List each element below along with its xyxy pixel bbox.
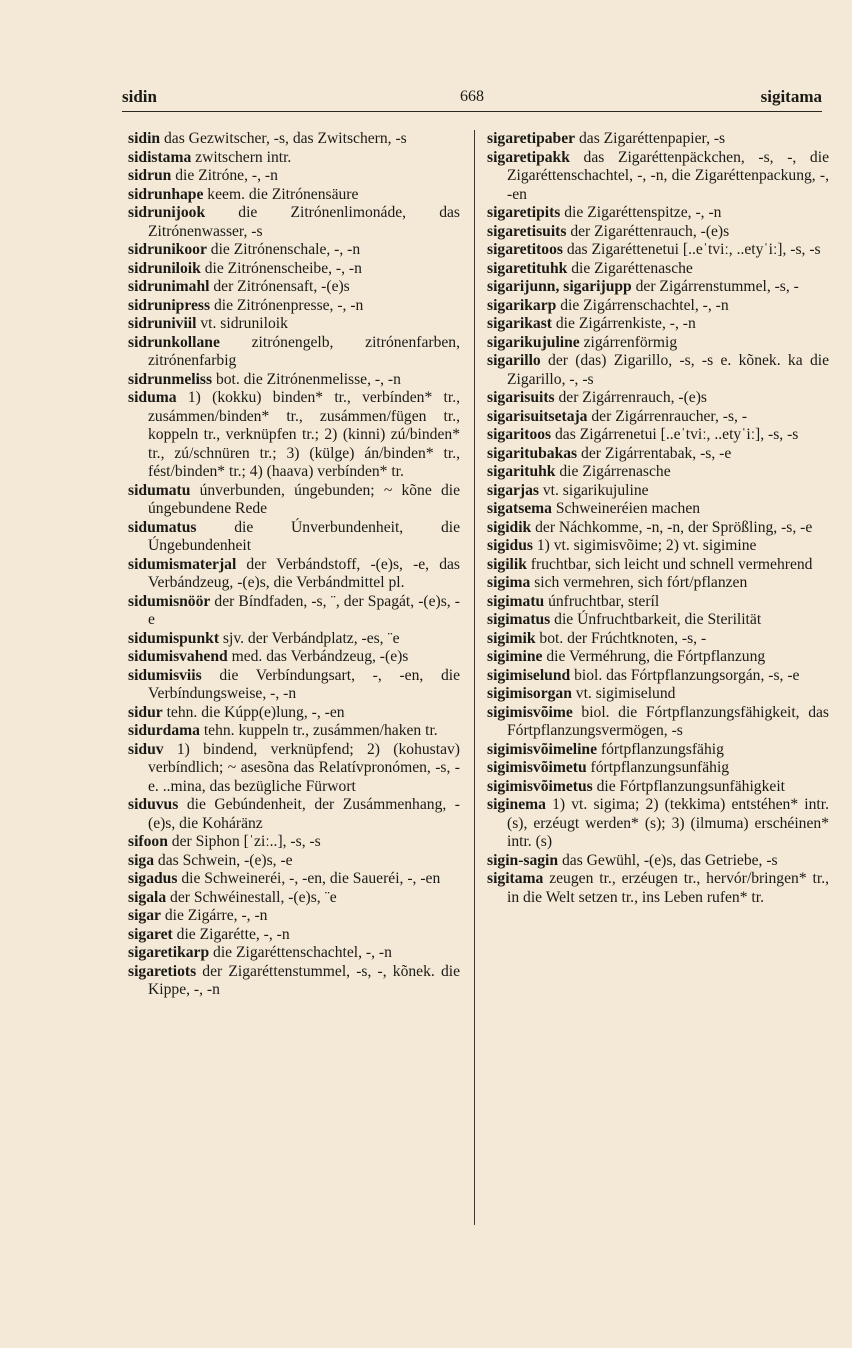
entry-headword: sigala (128, 888, 167, 906)
dictionary-entry (128, 315, 460, 334)
entry-headword: sigimisvõimeline (487, 740, 598, 758)
dictionary-entry (128, 241, 460, 260)
entry-definition: das Gezwitscher, -s, das Zwitschern, -s (160, 130, 407, 147)
entry-headword: sigarillo (487, 352, 541, 369)
dictionary-entry (487, 408, 829, 427)
entry-headword: sigadus (128, 870, 178, 887)
dictionary-entry (487, 130, 829, 149)
dictionary-entry (128, 926, 460, 945)
entry-definition: únfruchtbar, steríl (544, 592, 660, 610)
entry-headword: sigima (487, 574, 531, 591)
dictionary-entry (128, 371, 460, 390)
entry-headword: sigatsema (487, 500, 552, 517)
entry-headword: sidrunmeliss (128, 370, 213, 388)
page-header (122, 86, 822, 110)
dictionary-entry (128, 278, 460, 297)
entry-definition: der Zigaréttenrauch, -(e)s (566, 222, 730, 240)
entry-definition: vt. sigarikujuline (538, 481, 649, 499)
entry-definition: der Zigaréttenstummel, -s, -, kõnek. die Kippe, -, -n (148, 962, 460, 998)
entry-headword: sidrunimahl (128, 278, 210, 295)
entry-definition: die Gebúndenheit, der Zusámmenhang, -(e)s, die Koháränz (148, 796, 460, 832)
entry-headword: sidrunikoor (128, 241, 207, 258)
entry-headword: sigarisuits (487, 389, 555, 406)
entry-definition: der Zigárrenraucher, -s, - (587, 407, 748, 425)
entry-definition: die Únfruchtbarkeit, die Sterilität (550, 611, 762, 628)
dictionary-entry (128, 204, 460, 241)
entry-definition: 1) bindend, verknüpfend; 2) (kohustav) verbíndlich; ~ asesõna das Relatívpronómen, -s, - e. ..mina, das bezügliche Fürwort (148, 740, 460, 795)
dictionary-entry (128, 944, 460, 963)
dictionary-entry (487, 149, 829, 205)
entry-headword: sidruniloik (128, 259, 201, 277)
dictionary-entry (487, 315, 829, 334)
dictionary-entry (487, 260, 829, 279)
entry-headword: siginema (487, 796, 546, 813)
dictionary-entry (487, 611, 829, 630)
dictionary-entry (487, 574, 829, 593)
dictionary-entry (487, 352, 829, 389)
entry-headword: siduma (128, 389, 177, 406)
entry-definition: die Zigarétte, -, -n (172, 925, 290, 943)
entry-headword: sigaretituhk (487, 259, 568, 277)
dictionary-entry (128, 963, 460, 1000)
entry-definition: únverbunden, úngebunden; ~ kõne die úngebundene Rede (148, 481, 460, 517)
entry-definition: die Zigárrenasche (555, 463, 671, 480)
entry-definition: 1) (kokku) binden* tr., verbínden* tr., zusámmen/binden* tr., zusámmen/fügen tr., koppeln tr., verknüpfen tr.; 2) (kinni) zú/binden* tr., zú/schnüren tr.; 3) (külge) án/binden* tr., fést/binden* tr.; 4) (haava) verbínden* tr. (148, 389, 460, 480)
entry-headword: sigimik (487, 629, 536, 647)
dictionary-entry (487, 537, 829, 556)
dictionary-entry (128, 907, 460, 926)
dictionary-entry (487, 334, 829, 353)
entry-definition: der Zigárrenrauch, -(e)s (554, 389, 707, 406)
entry-headword: sigimatus (487, 611, 551, 628)
entry-definition: die Zigárrenschachtel, -, -n (556, 296, 729, 314)
dictionary-entry (487, 870, 829, 907)
header-right-guideword: sigitama (760, 87, 822, 106)
dictionary-entry (128, 297, 460, 316)
entry-headword: sigimatu (487, 592, 545, 610)
dictionary-entry (128, 260, 460, 279)
column-divider (474, 130, 475, 1225)
entry-headword: sigimisvõimetus (487, 777, 593, 795)
entry-headword: sigitama (487, 870, 544, 887)
entry-definition: fórtpflanzungsfähig (597, 740, 724, 758)
dictionary-entry (487, 519, 829, 538)
entry-headword: sigaretisuits (487, 222, 567, 240)
entry-headword: sigarikarp (487, 296, 557, 314)
entry-definition: die Zitrónenpresse, -, -n (210, 296, 364, 314)
dictionary-entry (487, 704, 829, 741)
entry-headword: sigarjas (487, 481, 539, 499)
dictionary-entry (128, 519, 460, 556)
entry-headword: sigilik (487, 555, 527, 573)
dictionary-entry (128, 482, 460, 519)
entry-headword: sigimisorgan (487, 685, 572, 702)
entry-headword: sidumismaterjal (128, 555, 237, 573)
entry-definition: die Verméhrung, die Fórtpflanzung (542, 648, 766, 665)
entry-headword: sigaretiots (128, 962, 197, 980)
dictionary-entry (128, 889, 460, 908)
dictionary-entry (487, 556, 829, 575)
entry-headword: sigaretipaber (487, 130, 576, 147)
entry-definition: die Zitrónenschale, -, -n (206, 241, 361, 258)
dictionary-entry (487, 741, 829, 760)
dictionary-entry (487, 500, 829, 519)
entry-definition: der Zigárrentabak, -s, -e (577, 444, 732, 462)
entry-definition: die Zitróne, -, -n (171, 167, 278, 184)
dictionary-entry (487, 482, 829, 501)
entry-headword: sigaretipakk (487, 148, 570, 166)
entry-headword: siga (128, 851, 154, 869)
entry-definition: der Náchkomme, -n, -n, der Sprößling, -s, -e (531, 518, 813, 536)
dictionary-entry (487, 223, 829, 242)
entry-headword: sidrunipress (128, 296, 211, 314)
entry-definition: die Zigárre, -, -n (160, 907, 268, 924)
right-column (487, 130, 829, 907)
entry-definition: bot. die Zitrónenmelisse, -, -n (212, 370, 401, 388)
entry-definition: vt. sidruniloik (196, 315, 288, 332)
entry-headword: sigimisvõimetu (487, 759, 587, 776)
entry-definition: biol. das Fórtpflanzungsorgán, -s, -e (570, 666, 800, 684)
entry-headword: sidur (128, 703, 163, 721)
dictionary-entry (128, 130, 460, 149)
dictionary-entry (487, 759, 829, 778)
dictionary-entry (487, 667, 829, 686)
entry-definition: fórtpflanzungsunfähig (586, 759, 730, 776)
entry-headword: sigarijunn, sigarijupp (487, 278, 632, 295)
dictionary-entry (128, 593, 460, 630)
dictionary-entry (128, 704, 460, 723)
entry-headword: sidrunijook (128, 204, 206, 221)
dictionary-entry (487, 685, 829, 704)
entry-definition: die Zitrónenscheibe, -, -n (200, 259, 362, 277)
dictionary-entry (487, 445, 829, 464)
dictionary-entry (487, 426, 829, 445)
entry-definition: die Fórtpflanzungsunfähigkeit (592, 777, 785, 795)
dictionary-entry (128, 186, 460, 205)
entry-headword: sidin (128, 130, 161, 147)
entry-definition: die Zitrónenlimonáde, das Zitrónenwasser, -s (148, 204, 460, 240)
dictionary-entry (128, 389, 460, 482)
left-column (128, 130, 460, 1000)
entry-headword: sigarikujuline (487, 333, 580, 351)
entry-definition: der Zigárrenstummel, -s, - (631, 278, 799, 295)
header-left-guideword: sidin (122, 87, 157, 106)
entry-headword: sigarisuitsetaja (487, 407, 588, 425)
entry-definition: der Zitrónensaft, -(e)s (209, 278, 350, 295)
entry-definition: 1) vt. sigima; 2) (tekkima) entstéhen* intr. (s), erzéugt werden* (s); 3) (ilmuma) erschéinen* intr. (s) (507, 796, 829, 850)
dictionary-entry (128, 667, 460, 704)
entry-headword: sigaretitoos (487, 241, 563, 258)
entry-headword: sifoon (128, 833, 168, 850)
dictionary-entry (128, 722, 460, 741)
entry-headword: sidumispunkt (128, 629, 220, 647)
entry-definition: tehn. die Kúpp(e)lung, -, -en (162, 703, 345, 721)
entry-definition: zwitschern intr. (191, 148, 292, 166)
entry-definition: der (das) Zigarillo, -s, -s e. kõnek. ka die Zigarillo, -, -s (507, 352, 829, 388)
entry-definition: das Zigaréttenpapier, -s (575, 130, 726, 147)
entry-definition: der Verbándstoff, -(e)s, -e, das Verbándzeug, -(e)s, die Verbándmittel pl. (148, 555, 460, 591)
entry-definition: vt. sigimiselund (571, 685, 676, 702)
entry-definition: med. das Verbándzeug, -(e)s (227, 648, 409, 665)
dictionary-entry (128, 630, 460, 649)
entry-definition: die Únverbundenheit, die Úngebundenheit (148, 518, 460, 554)
entry-definition: der Siphon [ˈziː..], -s, -s (167, 833, 321, 850)
entry-headword: sidrunkollane (128, 333, 220, 351)
entry-definition: zeugen tr., erzéugen tr., hervór/bringen* tr., in die Welt setzen tr., ins Leben rufen* tr. (507, 870, 829, 906)
entry-headword: sigaretipits (487, 204, 561, 221)
dictionary-entry (487, 630, 829, 649)
dictionary-entry (487, 648, 829, 667)
dictionary-entry (487, 778, 829, 797)
dictionary-entry (128, 796, 460, 833)
dictionary-entry (128, 334, 460, 371)
entry-definition: Schweineréien machen (551, 500, 701, 517)
entry-definition: fruchtbar, sich leicht und schnell vermehrend (526, 555, 813, 573)
entry-headword: sigaritubakas (487, 444, 578, 462)
entry-definition: 1) vt. sigimisvõime; 2) vt. sigimine (532, 537, 757, 554)
dictionary-entry (128, 648, 460, 667)
entry-definition: tehn. kuppeln tr., zusámmen/haken tr. (199, 722, 438, 739)
entry-definition: das Zigaréttenetui [..eˈtviː, ..etyˈiː], -s, -s (562, 241, 821, 258)
entry-definition: sjv. der Verbándplatz, -es, ¨e (219, 629, 400, 647)
entry-headword: sidumisviis (128, 666, 202, 684)
entry-headword: sigar (128, 907, 161, 924)
entry-headword: siduv (128, 740, 164, 758)
entry-definition: die Verbíndungsart, -, -en, die Verbíndungsweise, -, -n (148, 666, 460, 702)
entry-definition: der Bíndfaden, -s, ¨, der Spagát, -(e)s, -e (148, 592, 460, 628)
dictionary-entry (487, 389, 829, 408)
entry-headword: sigarituhk (487, 463, 556, 480)
entry-headword: sigarikast (487, 315, 552, 332)
entry-headword: sigimine (487, 648, 543, 665)
entry-headword: sidruniviil (128, 315, 197, 332)
dictionary-entry (128, 741, 460, 797)
entry-definition: zigárrenförmig (579, 333, 678, 351)
entry-headword: sigimiselund (487, 666, 571, 684)
entry-headword: sigidus (487, 537, 533, 554)
entry-headword: sigin-sagin (487, 851, 559, 869)
entry-definition: die Schweineréi, -, -en, die Saueréi, -, -en (177, 870, 441, 887)
dictionary-entry (487, 463, 829, 482)
entry-definition: die Zigaréttenasche (567, 259, 693, 277)
entry-headword: sidrun (128, 167, 172, 184)
dictionary-entry (128, 556, 460, 593)
entry-definition: biol. die Fórtpflanzungsfähigkeit, das Fórtpflanzungsvermögen, -s (507, 703, 829, 739)
dictionary-entry (128, 149, 460, 168)
entry-headword: sidistama (128, 148, 192, 166)
entry-headword: sidrunhape (128, 185, 204, 203)
entry-definition: das Gewühl, -(e)s, das Getriebe, -s (558, 851, 778, 869)
dictionary-entry (487, 852, 829, 871)
entry-definition: zitrónengelb, zitrónenfarben, zitrónenfarbig (148, 333, 460, 369)
dictionary-entry (487, 593, 829, 612)
entry-definition: das Schwein, -(e)s, -e (154, 851, 293, 869)
entry-headword: sigidik (487, 518, 532, 536)
entry-headword: sigimisvõime (487, 703, 573, 721)
dictionary-entry (487, 278, 829, 297)
entry-headword: sidumisnöör (128, 592, 211, 610)
dictionary-entry (128, 167, 460, 186)
entry-headword: sidurdama (128, 722, 200, 739)
dictionary-entry (128, 833, 460, 852)
entry-headword: sigaretikarp (128, 944, 210, 961)
entry-headword: sidumisvahend (128, 648, 228, 665)
dictionary-entry (128, 870, 460, 889)
entry-definition: keem. die Zitrónensäure (203, 185, 359, 203)
entry-headword: siduvus (128, 796, 179, 813)
entry-definition: das Zigárrenetui [..eˈtviː, ..etyˈiː], -s, -s (551, 426, 799, 443)
dictionary-entry (487, 796, 829, 852)
dictionary-entry (487, 297, 829, 316)
dictionary-entry (128, 852, 460, 871)
entry-definition: die Zigaréttenschachtel, -, -n (209, 944, 392, 961)
entry-headword: sigaritoos (487, 426, 552, 443)
header-rule (122, 111, 822, 112)
entry-definition: das Zigaréttenpäckchen, -s, -, die Zigaréttenschachtel, -, -n, die Zigaréttenpackung, -, -en (507, 148, 829, 203)
entry-definition: die Zigaréttenspitze, -, -n (560, 204, 722, 221)
page-number: 668 (460, 88, 484, 105)
entry-definition: der Schwéinestall, -(e)s, ¨e (166, 888, 337, 906)
entry-definition: sich vermehren, sich fórt/pflanzen (530, 574, 748, 591)
entry-definition: die Zigárrenkiste, -, -n (551, 315, 696, 332)
dictionary-entry (487, 241, 829, 260)
entry-headword: sidumatus (128, 518, 197, 536)
dictionary-entry (487, 204, 829, 223)
entry-headword: sidumatu (128, 481, 191, 499)
entry-headword: sigaret (128, 925, 173, 943)
entry-definition: bot. der Frúchtknoten, -s, - (535, 629, 707, 647)
